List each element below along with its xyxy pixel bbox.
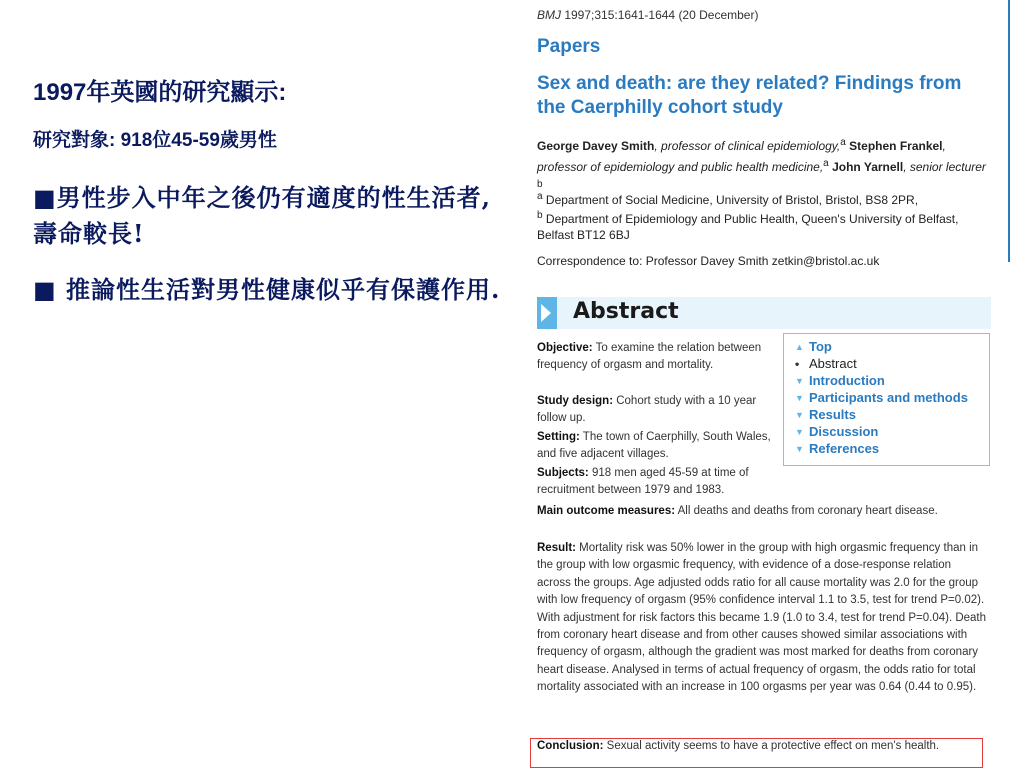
toc-item-introduction[interactable]: ▼ Introduction xyxy=(795,373,885,388)
slide-point-2: ■ 推論性生活對男性健康似乎有保護作用. xyxy=(33,275,501,304)
down-arrow-icon: ▼ xyxy=(795,426,804,437)
affil-sup: b xyxy=(537,210,543,221)
citation-details: 1997;315:1641-1644 (20 December) xyxy=(561,8,759,22)
toc-item-abstract: • Abstract xyxy=(795,356,857,371)
toc-item-references[interactable]: ▼ References xyxy=(795,441,880,456)
affil-text: Department of Epidemiology and Public Health, Queen's University of Belfast, Belfast BT12 6BJ xyxy=(537,212,959,242)
abstract-setting: Setting: The town of Caerphilly, South Wales, and five adjacent villages. xyxy=(537,431,771,461)
abstract-title: Abstract xyxy=(573,299,679,324)
author-list xyxy=(537,134,989,197)
slide-text xyxy=(33,72,513,328)
affil-sup: a xyxy=(537,191,543,202)
affil-text: Department of Social Medicine, University of Bristol, Bristol, BS8 2PR, xyxy=(545,193,919,207)
abstract-header xyxy=(537,297,991,329)
slide-heading: 1997年英國的研究顯示: xyxy=(33,79,287,106)
author-role: , professor of clinical epidemiology, xyxy=(654,139,841,153)
author-name[interactable]: Stephen Frankel xyxy=(845,139,943,153)
article-title: Sex and death: are they related? Findings from the Caerphilly cohort study xyxy=(537,73,962,118)
vertical-divider xyxy=(1008,0,1010,262)
author-role: , senior lecturer xyxy=(903,160,986,174)
toc-item-top[interactable]: ▲ Top xyxy=(795,339,832,354)
author-sup: a xyxy=(840,137,846,148)
author-sup: a xyxy=(823,158,829,169)
down-arrow-icon: ▼ xyxy=(795,392,804,403)
conclusion-highlight-box xyxy=(530,738,983,768)
slide-point-1: ■男性步入中年之後仍有適度的性生活者,壽命較長! xyxy=(33,183,492,248)
toc-item-results[interactable]: ▼ Results xyxy=(795,407,856,422)
affiliation-a xyxy=(537,189,989,208)
correspondence: Correspondence to: Professor Davey Smith zetkin@bristol.ac.uk xyxy=(537,254,880,268)
toc-item-methods[interactable]: ▼ Participants and methods xyxy=(795,390,968,405)
toc-item-discussion[interactable]: ▼ Discussion xyxy=(795,424,879,439)
citation-journal: BMJ xyxy=(537,8,561,22)
down-arrow-icon: ▼ xyxy=(795,375,804,386)
author-role: , professor of epidemiology and public health medicine, xyxy=(537,139,946,174)
author-name[interactable]: George Davey Smith xyxy=(537,139,655,153)
author-name[interactable]: John Yarnell xyxy=(828,160,904,174)
author-sup: b xyxy=(537,179,543,190)
abstract-outcome: Main outcome measures: All deaths and deaths from coronary heart disease. xyxy=(537,505,938,517)
down-arrow-icon: ▼ xyxy=(795,409,804,420)
citation xyxy=(537,8,758,22)
up-arrow-icon: ▲ xyxy=(795,341,804,352)
abstract-subjects: Subjects: 918 men aged 45-59 at time of recruitment between 1979 and 1983. xyxy=(537,467,749,497)
affiliations xyxy=(537,189,989,243)
section-label: Papers xyxy=(537,36,601,57)
down-arrow-icon: ▼ xyxy=(795,443,804,454)
bullet-icon: • xyxy=(795,356,800,371)
affiliation-b xyxy=(537,208,989,243)
section-nav xyxy=(783,333,990,466)
abstract-conclusion: Conclusion: Sexual activity seems to have a protective effect on men's health. xyxy=(537,740,940,752)
abstract-objective: Objective: To examine the relation between frequency of orgasm and mortality. xyxy=(537,342,762,372)
right-arrow-icon xyxy=(541,304,551,322)
abstract-result: Result: Mortality risk was 50% lower in the group with high orgasmic frequency than in the group with low orgasmic frequency, with evidence of a dose-response relation across the groups. Age adjusted odds ratio for all cause mortality was 2.0 for the group with low frequency of orgasm (95% confidence interval 1.1 to 3.5, test for trend P=0.02). With adjustment for risk factors this became 1.9 (1.0 to 3.4, test for trend P=0.04). Death from coronary heart disease and from other causes showed similar associations with frequency of orgasm, although the gradient was most marked for deaths from coronary heart disease. Analysed in terms of actual frequency of orgasm, the odds ratio for total mortality associated with an increase in 100 orgasms per year was 0.64 (0.44 to 0.95). xyxy=(537,542,987,694)
abstract-design: Study design: Cohort study with a 10 year follow up. xyxy=(537,395,757,425)
slide-subject: 研究對象: 918位45-59歲男性 xyxy=(33,130,277,151)
